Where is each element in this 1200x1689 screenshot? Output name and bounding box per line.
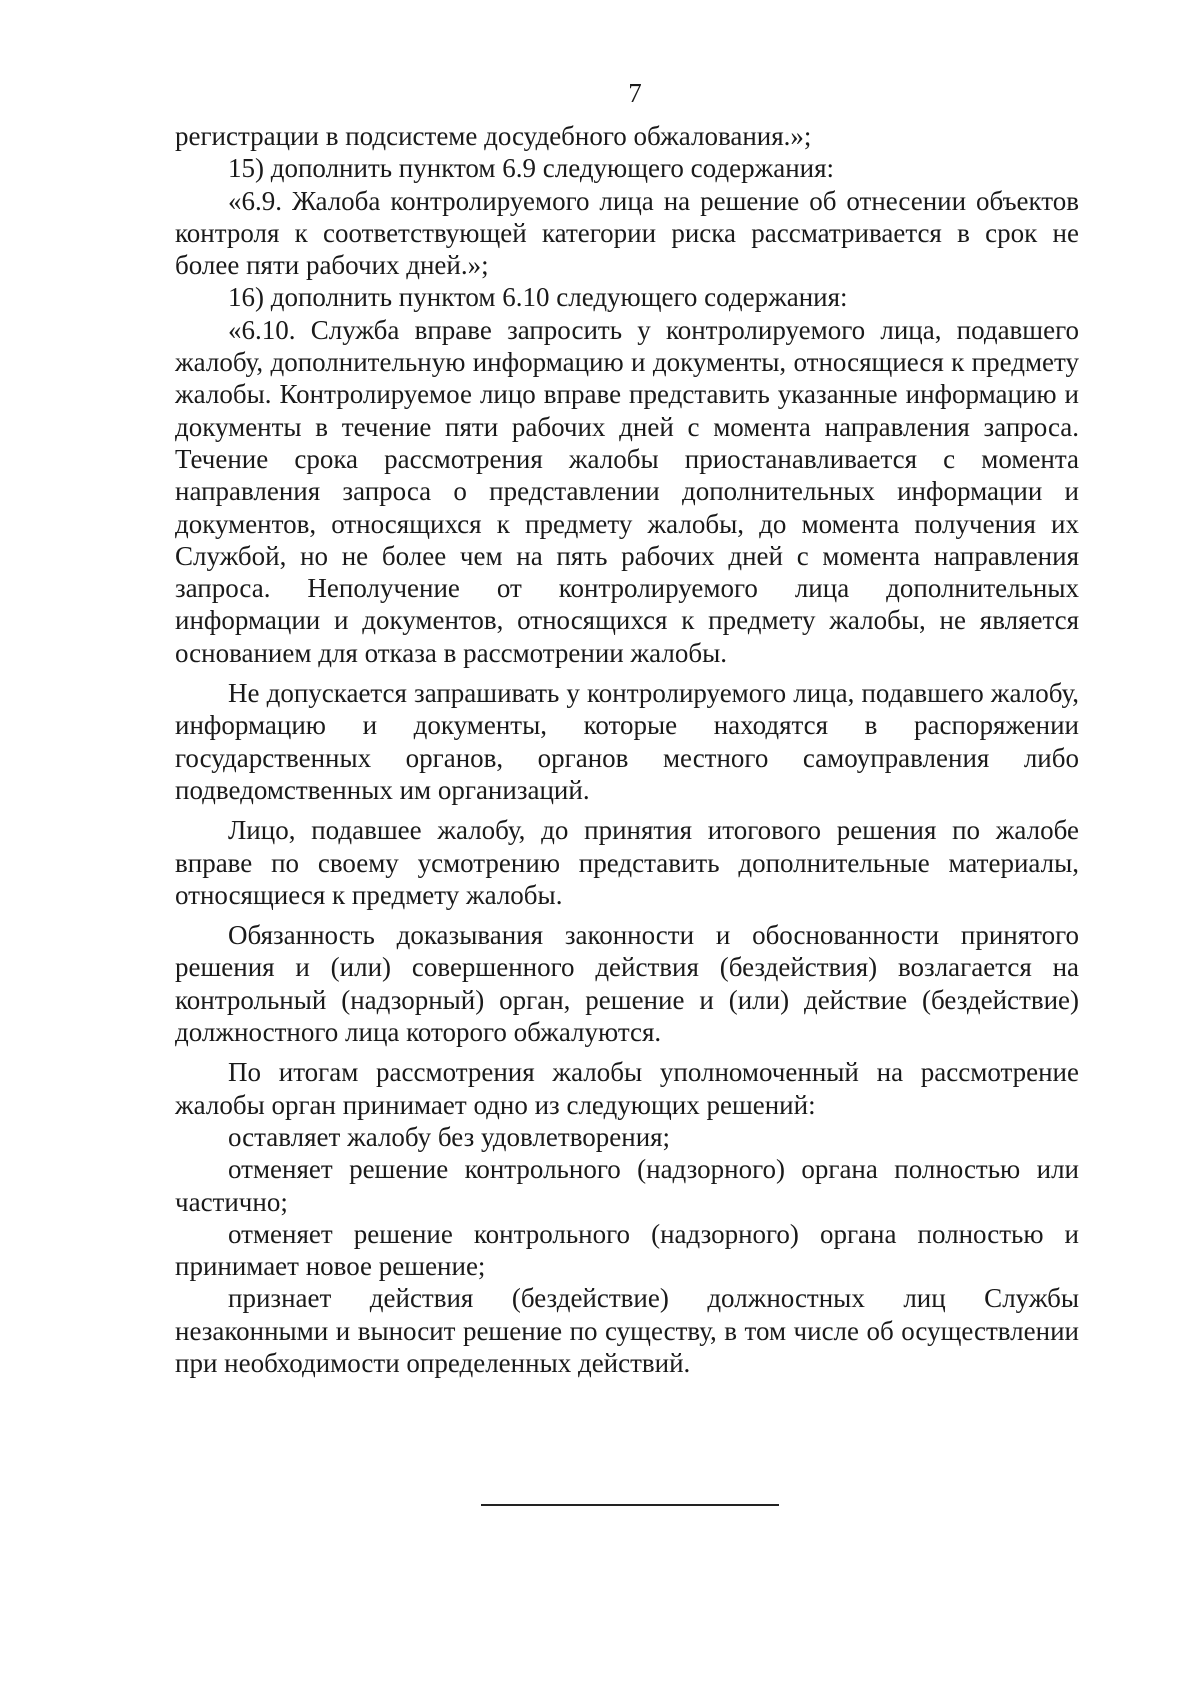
paragraph-clause-6-9: «6.9. Жалоба контролируемого лица на решение об отнесении объектов контроля к соответствующей категории риска рассматривается в срок не более пяти рабочих дней.»; [175,185,1079,281]
paragraph-clause-6-10: «6.10. Служба вправе запросить у контролируемого лица, подавшего жалобу, дополнительную информацию и документы, относящиеся к предмету жалобы. Контролируемое лицо вправе представить указанные информацию и документы в течение пяти рабочих дней с момента направления запроса. Течение срока рассмотрения жалобы приостанавливается с момента направления запроса о представлении дополнительных информации и документов, относящихся к предмету жалобы, до момента получения их Службой, но не более чем на пять рабочих дней с момента направления запроса. Неполучение от контролируемого лица дополнительных информации и документов, относящихся к предмету жалобы, не является основанием для отказа в рассмотрении жалобы. [175,314,1079,668]
paragraph-item-15: 15) дополнить пунктом 6.9 следующего содержания: [228,153,835,184]
paragraph-burden-of-proof: Обязанность доказывания законности и обоснованности принятого решения и (или) совершенного действия (бездействия) возлагается на контрольный (надзорный) орган, решение и (или) действие (бездействие) должностного лица которого обжалуются. [175,920,1079,1048]
end-separator-line [481,1504,779,1506]
paragraph-item-16: 16) дополнить пунктом 6.10 следующего содержания: [228,282,848,313]
page-number: 7 [628,78,642,108]
document-body [175,120,1079,1379]
paragraph-decision-option-1: оставляет жалобу без удовлетворения; [228,1121,671,1152]
paragraph-decision-option-2: отменяет решение контрольного (надзорного) органа полностью или частично; [175,1154,1079,1217]
paragraph-decision-option-4: признает действия (бездействие) должностных лиц Службы незаконными и выносит решение по существу, в том числе об осуществлении при необходимости определенных действий. [175,1283,1079,1378]
paragraph-registration-end: регистрации в подсистеме досудебного обжалования.»; [175,121,812,151]
paragraph-decision-option-3: отменяет решение контрольного (надзорного) органа полностью и принимает новое решение; [175,1218,1079,1282]
paragraph-no-request: Не допускается запрашивать у контролируемого лица, подавшего жалобу, информацию и документы, которые находятся в распоряжении государственных органов, органов местного самоуправления либо подведомственных им организаций. [175,678,1079,805]
paragraph-decision-intro: По итогам рассмотрения жалобы уполномоченный на рассмотрение жалобы орган принимает одно из следующих решений: [175,1057,1079,1120]
paragraph-additional-materials: Лицо, подавшее жалобу, до принятия итогового решения по жалобе вправе по своему усмотрению представить дополнительные материалы, относящиеся к предмету жалобы. [175,815,1079,910]
